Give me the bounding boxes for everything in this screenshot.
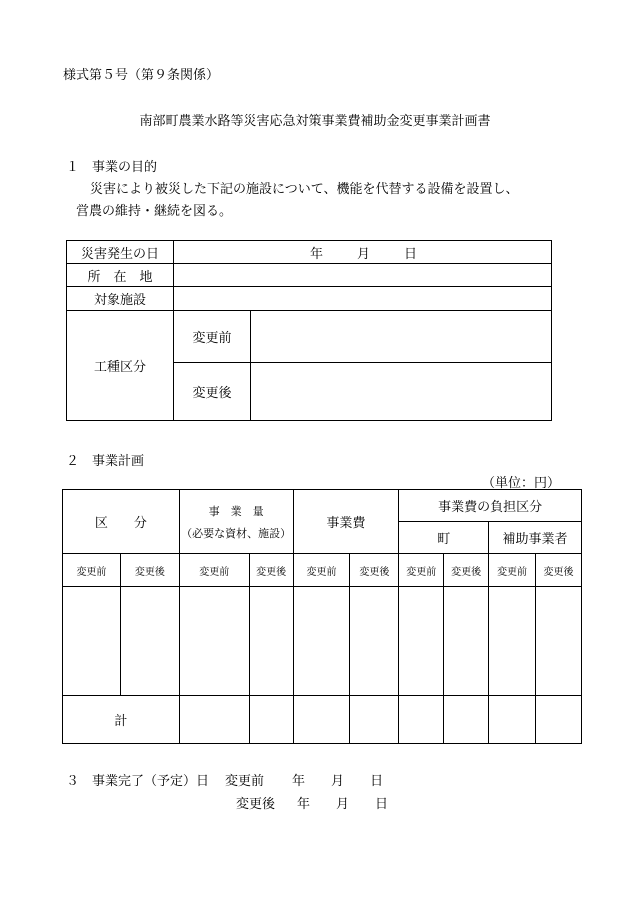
quantity-header-line1: 事 業 量: [208, 504, 264, 518]
cost-before: 変更前: [293, 554, 350, 587]
quantity-after: 変更後: [249, 554, 293, 587]
subsidized-header: 補助事業者: [489, 522, 582, 554]
location-field[interactable]: [174, 264, 552, 287]
section3-line-after: [236, 793, 388, 812]
cell-subsidized-after[interactable]: [536, 587, 582, 696]
cost-after: 変更後: [350, 554, 399, 587]
unit-label: （単位：円）: [482, 476, 561, 491]
total-town-after[interactable]: [444, 696, 489, 744]
work-type-before-label: 変更前: [174, 311, 251, 363]
section1-body-line2: 営農の維持・継続を図る。: [76, 204, 233, 219]
section1-number: １: [66, 160, 80, 175]
completion-before-year: 年: [292, 774, 306, 789]
total-label: 計: [63, 696, 180, 744]
work-type-after-label: 変更後: [174, 363, 251, 421]
cell-division-after[interactable]: [120, 587, 179, 696]
total-subsidized-before[interactable]: [489, 696, 536, 744]
total-cost-after[interactable]: [350, 696, 399, 744]
town-after: 変更後: [444, 554, 489, 587]
quantity-header-line2: （必要な資材、施設）: [181, 526, 292, 540]
work-type-after-field[interactable]: [251, 363, 552, 421]
cost-header: 事業費: [293, 490, 399, 554]
division-after: 変更後: [120, 554, 179, 587]
completion-before-label: 変更前: [225, 774, 265, 789]
disaster-date-field[interactable]: [174, 241, 552, 264]
completion-after-day: 日: [375, 797, 389, 812]
burden-header: 事業費の負担区分: [399, 490, 582, 522]
cell-division-before[interactable]: [63, 587, 121, 696]
cell-town-after[interactable]: [444, 587, 489, 696]
town-header: 町: [399, 522, 489, 554]
facility-label: 対象施設: [67, 287, 174, 311]
town-before: 変更前: [399, 554, 444, 587]
table-row: [63, 587, 582, 696]
date-day: 日: [404, 246, 418, 262]
completion-after-label: 変更後: [236, 797, 276, 812]
section3-line-before: [66, 770, 383, 789]
date-year: 年: [310, 246, 324, 262]
section3-label: ３ 事業完了（予定）日: [66, 774, 210, 789]
completion-before-month: 月: [331, 774, 345, 789]
document-title: 南部町農業水路等災害応急対策事業費補助金変更事業計画書: [139, 114, 491, 129]
subsidized-before: 変更前: [489, 554, 536, 587]
total-town-before[interactable]: [399, 696, 444, 744]
work-type-before-field[interactable]: [251, 311, 552, 363]
cell-subsidized-before[interactable]: [489, 587, 536, 696]
cell-quantity-before[interactable]: [179, 587, 249, 696]
quantity-before: 変更前: [179, 554, 249, 587]
facility-field[interactable]: [174, 287, 552, 311]
plan-table: [62, 489, 582, 744]
section1-body-line1: 災害により被災した下記の施設について、機能を代替する設備を設置し、: [90, 182, 519, 197]
form-number: 様式第５号（第９条関係）: [63, 68, 220, 83]
info-table: [66, 240, 552, 421]
total-cost-before[interactable]: [293, 696, 350, 744]
cell-quantity-after[interactable]: [249, 587, 293, 696]
completion-after-year: 年: [297, 797, 311, 812]
section1-title: 事業の目的: [92, 160, 158, 175]
section2-title: 事業計画: [92, 454, 145, 469]
total-row: [63, 696, 582, 744]
cell-cost-after[interactable]: [350, 587, 399, 696]
section2-number: ２: [66, 454, 80, 469]
subsidized-after: 変更後: [536, 554, 582, 587]
date-month: 月: [357, 246, 371, 262]
division-header: 区 分: [63, 490, 180, 554]
cell-town-before[interactable]: [399, 587, 444, 696]
quantity-header: [179, 490, 293, 554]
disaster-date-label: 災害発生の日: [67, 241, 174, 264]
completion-before-day: 日: [370, 774, 384, 789]
work-type-label: 工種区分: [67, 311, 174, 421]
section1-heading: [66, 156, 157, 175]
division-before: 変更前: [63, 554, 121, 587]
cell-cost-before[interactable]: [293, 587, 350, 696]
total-quantity-before[interactable]: [179, 696, 249, 744]
completion-after-month: 月: [336, 797, 350, 812]
total-quantity-after[interactable]: [249, 696, 293, 744]
location-label: 所 在 地: [67, 264, 174, 287]
total-subsidized-after[interactable]: [536, 696, 582, 744]
section2-heading: [66, 450, 144, 469]
